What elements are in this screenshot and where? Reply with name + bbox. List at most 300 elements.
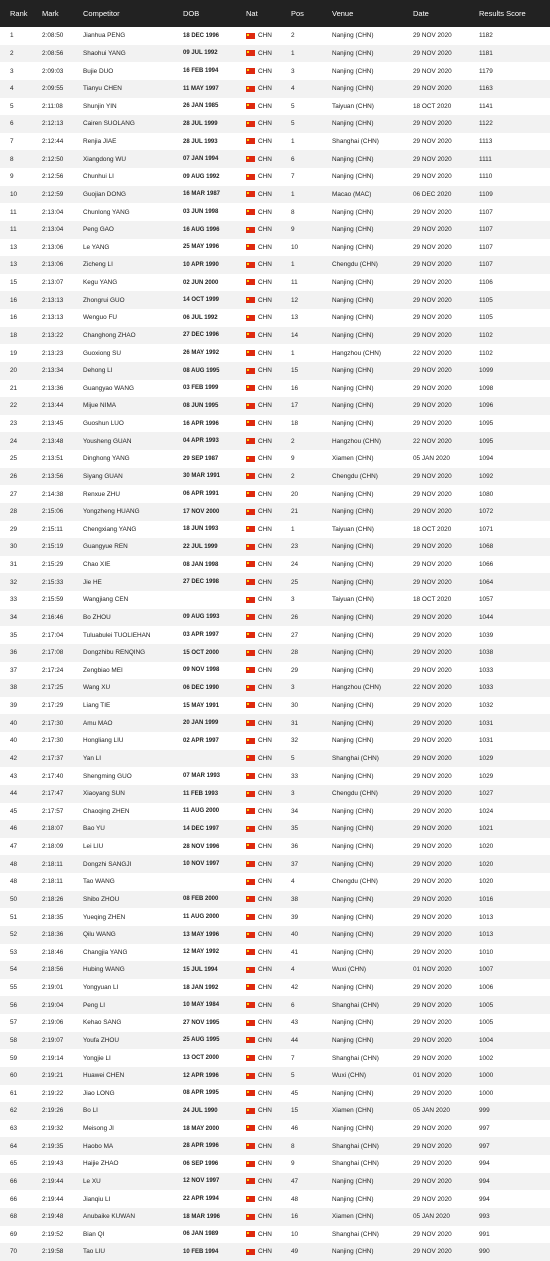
cell-competitor[interactable]: Hubing WANG xyxy=(83,966,125,974)
cell-rank: 56 xyxy=(10,1001,18,1009)
table-row[interactable] xyxy=(0,256,550,274)
cell-venue: Taiyuan (CHN) xyxy=(332,102,374,110)
cell-dob: 16 MAR 1987 xyxy=(183,191,221,198)
cell-competitor[interactable]: Mijue NIMA xyxy=(83,402,117,410)
cell-competitor[interactable]: Anubaike KUWAN xyxy=(83,1213,135,1221)
cell-pos: 7 xyxy=(291,173,295,181)
china-flag-icon xyxy=(246,1055,255,1061)
table-row[interactable] xyxy=(0,98,550,116)
cell-rank: 1 xyxy=(10,32,14,40)
cell-venue: Nanjing (CHN) xyxy=(332,32,374,40)
cell-date: 29 NOV 2020 xyxy=(413,719,452,727)
cell-competitor[interactable]: Guoshun LUO xyxy=(83,420,124,428)
cell-results-score: 994 xyxy=(479,1160,490,1168)
cell-nat xyxy=(246,150,291,168)
cell-rank: 9 xyxy=(10,173,14,181)
table-row[interactable] xyxy=(0,1049,550,1067)
cell-nat xyxy=(246,362,291,380)
table-row[interactable] xyxy=(0,115,550,133)
cell-dob: 28 NOV 1996 xyxy=(183,843,220,850)
table-header xyxy=(0,0,550,27)
table-row[interactable] xyxy=(0,1137,550,1155)
table-row[interactable] xyxy=(0,415,550,433)
cell-competitor[interactable]: Huawei CHEN xyxy=(83,1072,125,1080)
cell-results-score: 1064 xyxy=(479,578,494,586)
cell-dob: 26 JAN 1985 xyxy=(183,103,219,110)
table-row[interactable] xyxy=(0,450,550,468)
cell-competitor[interactable]: Shengming GUO xyxy=(83,772,132,780)
table-row[interactable] xyxy=(0,1032,550,1050)
cell-competitor[interactable]: Chengxiang YANG xyxy=(83,525,137,533)
header-venue[interactable]: Venue xyxy=(332,9,354,18)
cell-rank: 70 xyxy=(10,1248,18,1256)
table-row[interactable] xyxy=(0,1243,550,1261)
cell-dob: 16 FEB 1994 xyxy=(183,68,219,75)
cell-competitor[interactable]: Renjia JIAE xyxy=(83,138,117,146)
cell-nat xyxy=(246,115,291,133)
header-mark[interactable]: Mark xyxy=(42,9,59,18)
cell-competitor[interactable]: Haijie ZHAO xyxy=(83,1160,119,1168)
table-row[interactable] xyxy=(0,1226,550,1244)
cell-results-score: 994 xyxy=(479,1195,490,1203)
cell-competitor[interactable]: Le YANG xyxy=(83,243,110,251)
cell-dob: 13 MAY 1996 xyxy=(183,931,220,938)
cell-dob: 15 JUL 1994 xyxy=(183,966,218,973)
cell-rank: 7 xyxy=(10,138,14,146)
table-row[interactable] xyxy=(0,785,550,803)
table-row[interactable] xyxy=(0,203,550,221)
cell-rank: 37 xyxy=(10,666,18,674)
china-flag-icon xyxy=(246,896,255,902)
table-row[interactable] xyxy=(0,168,550,186)
table-row[interactable] xyxy=(0,573,550,591)
cell-pos: 9 xyxy=(291,226,295,234)
china-flag-icon xyxy=(246,1196,255,1202)
header-pos[interactable]: Pos xyxy=(291,9,304,18)
china-flag-icon xyxy=(246,632,255,638)
cell-venue: Chengdu (CHN) xyxy=(332,878,378,886)
nat-code: CHN xyxy=(258,490,272,498)
table-row[interactable] xyxy=(0,767,550,785)
cell-dob: 14 OCT 1999 xyxy=(183,297,220,304)
cell-venue: Shanghai (CHN) xyxy=(332,754,379,762)
cell-venue: Nanjing (CHN) xyxy=(332,85,374,93)
table-row[interactable] xyxy=(0,503,550,521)
cell-results-score: 1027 xyxy=(479,790,494,798)
cell-venue: Nanjing (CHN) xyxy=(332,895,374,903)
table-row[interactable] xyxy=(0,679,550,697)
cell-competitor[interactable]: Shaohui YANG xyxy=(83,49,126,57)
cell-competitor[interactable]: Lei LIU xyxy=(83,843,104,851)
china-flag-icon xyxy=(246,579,255,585)
cell-competitor[interactable]: Tao LIU xyxy=(83,1248,106,1256)
cell-competitor[interactable]: Guoxiong SU xyxy=(83,349,122,357)
nat-code: CHN xyxy=(258,402,272,410)
cell-venue: Taiyuan (CHN) xyxy=(332,596,374,604)
cell-date: 18 OCT 2020 xyxy=(413,596,452,604)
cell-competitor[interactable]: Chaoqing ZHEN xyxy=(83,807,130,815)
table-row[interactable] xyxy=(0,644,550,662)
cell-competitor[interactable]: Youfa ZHOU xyxy=(83,1036,119,1044)
cell-competitor[interactable]: Kegu YANG xyxy=(83,279,118,287)
cell-venue: Wuxi (CHN) xyxy=(332,1072,366,1080)
cell-date: 29 NOV 2020 xyxy=(413,895,452,903)
china-flag-icon xyxy=(246,315,255,321)
table-row[interactable] xyxy=(0,274,550,292)
cell-pos: 5 xyxy=(291,754,295,762)
cell-venue: Nanjing (CHN) xyxy=(332,578,374,586)
table-row[interactable] xyxy=(0,380,550,398)
table-row[interactable] xyxy=(0,1173,550,1191)
cell-competitor[interactable]: Yan LI xyxy=(83,754,102,762)
cell-dob: 27 DEC 1996 xyxy=(183,332,220,339)
cell-competitor[interactable]: Meisong JI xyxy=(83,1125,114,1133)
cell-competitor[interactable]: Renxue ZHU xyxy=(83,490,120,498)
cell-dob: 08 APR 1995 xyxy=(183,1090,219,1097)
cell-competitor[interactable]: Zhongrui GUO xyxy=(83,296,125,304)
cell-competitor[interactable]: Jianqiu LI xyxy=(83,1195,111,1203)
cell-competitor[interactable]: Wangjiang CEN xyxy=(83,596,129,604)
table-row[interactable] xyxy=(0,1085,550,1103)
table-row[interactable] xyxy=(0,1014,550,1032)
cell-competitor[interactable]: Yongyuan LI xyxy=(83,984,119,992)
cell-pos: 9 xyxy=(291,1160,295,1168)
cell-competitor[interactable]: Dinghong YANG xyxy=(83,455,130,463)
table-row[interactable] xyxy=(0,1120,550,1138)
nat-code: CHN xyxy=(258,314,272,322)
cell-competitor[interactable]: Bo LI xyxy=(83,1107,98,1115)
table-row[interactable] xyxy=(0,891,550,909)
cell-nat xyxy=(246,1032,291,1050)
cell-competitor[interactable]: Siyang GUAN xyxy=(83,472,123,480)
cell-competitor[interactable]: Hongliang LIU xyxy=(83,737,124,745)
cell-results-score: 1095 xyxy=(479,420,494,428)
cell-venue: Nanjing (CHN) xyxy=(332,67,374,75)
table-row[interactable] xyxy=(0,979,550,997)
cell-nat xyxy=(246,1085,291,1103)
cell-venue: Nanjing (CHN) xyxy=(332,913,374,921)
cell-date: 22 NOV 2020 xyxy=(413,437,452,445)
cell-dob: 02 APR 1997 xyxy=(183,737,219,744)
table-row[interactable] xyxy=(0,432,550,450)
china-flag-icon xyxy=(246,332,255,338)
china-flag-icon xyxy=(246,1178,255,1184)
china-flag-icon xyxy=(246,50,255,56)
cell-pos: 8 xyxy=(291,1142,295,1150)
china-flag-icon xyxy=(246,121,255,127)
table-row[interactable] xyxy=(0,1208,550,1226)
table-row[interactable] xyxy=(0,362,550,380)
cell-results-score: 1068 xyxy=(479,543,494,551)
table-row[interactable] xyxy=(0,521,550,539)
header-dob[interactable]: DOB xyxy=(183,9,200,18)
cell-mark: 2:13:22 xyxy=(42,331,64,339)
cell-mark: 2:17:08 xyxy=(42,649,64,657)
table-row[interactable] xyxy=(0,186,550,204)
cell-mark: 2:18:11 xyxy=(42,878,63,886)
table-row[interactable] xyxy=(0,855,550,873)
cell-venue: Nanjing (CHN) xyxy=(332,807,374,815)
cell-competitor[interactable]: Dongzhi SANGJI xyxy=(83,860,132,868)
china-flag-icon xyxy=(246,279,255,285)
cell-competitor[interactable]: Tuluabulei TUOLIEHAN xyxy=(83,631,151,639)
cell-competitor[interactable]: Kehao SANG xyxy=(83,1019,122,1027)
table-row[interactable] xyxy=(0,820,550,838)
cell-nat xyxy=(246,186,291,204)
cell-dob: 06 SEP 1996 xyxy=(183,1160,219,1167)
cell-competitor[interactable]: Qilu WANG xyxy=(83,931,116,939)
table-row[interactable] xyxy=(0,485,550,503)
cell-mark: 2:13:07 xyxy=(42,279,64,287)
nat-code: CHN xyxy=(258,807,272,815)
table-row[interactable] xyxy=(0,1190,550,1208)
cell-pos: 6 xyxy=(291,155,295,163)
cell-competitor[interactable]: Tianyu CHEN xyxy=(83,85,122,93)
cell-date: 29 NOV 2020 xyxy=(413,561,452,569)
table-row[interactable] xyxy=(0,1067,550,1085)
cell-competitor[interactable]: Le XU xyxy=(83,1177,101,1185)
cell-nat xyxy=(246,397,291,415)
cell-competitor[interactable]: Bujie DUO xyxy=(83,67,114,75)
cell-competitor[interactable]: Wenguo FU xyxy=(83,314,117,322)
cell-mark: 2:12:50 xyxy=(42,155,64,163)
cell-pos: 17 xyxy=(291,402,299,410)
cell-venue: Nanjing (CHN) xyxy=(332,173,374,181)
cell-results-score: 1029 xyxy=(479,754,494,762)
header-nat[interactable]: Nat xyxy=(246,9,258,18)
cell-competitor[interactable]: Jie HE xyxy=(83,578,102,586)
cell-venue: Nanjing (CHN) xyxy=(332,613,374,621)
cell-nat xyxy=(246,803,291,821)
cell-venue: Hangzhou (CHN) xyxy=(332,349,382,357)
cell-pos: 45 xyxy=(291,1089,299,1097)
cell-competitor[interactable]: Xiaoyang SUN xyxy=(83,790,125,798)
cell-date: 29 NOV 2020 xyxy=(413,613,452,621)
cell-rank: 44 xyxy=(10,790,18,798)
cell-competitor[interactable]: Cairen SUOLANG xyxy=(83,120,135,128)
cell-results-score: 1013 xyxy=(479,931,494,939)
cell-dob: 18 JUN 1993 xyxy=(183,526,219,533)
table-row[interactable] xyxy=(0,221,550,239)
cell-mark: 2:12:59 xyxy=(42,190,64,198)
cell-date: 29 NOV 2020 xyxy=(413,913,452,921)
table-row[interactable] xyxy=(0,62,550,80)
cell-rank: 64 xyxy=(10,1142,18,1150)
cell-venue: Nanjing (CHN) xyxy=(332,314,374,322)
cell-competitor[interactable]: Chunlong YANG xyxy=(83,208,130,216)
cell-dob: 28 JUL 1993 xyxy=(183,138,218,145)
table-row[interactable] xyxy=(0,239,550,257)
table-row[interactable] xyxy=(0,714,550,732)
header-competitor[interactable]: Competitor xyxy=(83,9,120,18)
cell-rank: 30 xyxy=(10,543,18,551)
cell-competitor[interactable]: Yongjie LI xyxy=(83,1054,111,1062)
china-flag-icon xyxy=(246,949,255,955)
table-row[interactable] xyxy=(0,732,550,750)
cell-mark: 2:18:36 xyxy=(42,931,64,939)
table-row[interactable] xyxy=(0,309,550,327)
table-row[interactable] xyxy=(0,1102,550,1120)
cell-competitor[interactable]: Yueqing ZHEN xyxy=(83,913,126,921)
cell-mark: 2:17:40 xyxy=(42,772,64,780)
cell-dob: 04 APR 1993 xyxy=(183,438,219,445)
cell-nat xyxy=(246,468,291,486)
cell-competitor[interactable]: Guangyao WANG xyxy=(83,384,134,392)
cell-results-score: 1094 xyxy=(479,455,494,463)
cell-competitor[interactable]: Jianhua PENG xyxy=(83,32,126,40)
cell-mark: 2:19:32 xyxy=(42,1125,64,1133)
cell-date: 29 NOV 2020 xyxy=(413,472,452,480)
cell-date: 29 NOV 2020 xyxy=(413,948,452,956)
cell-competitor[interactable]: Changhong ZHAO xyxy=(83,331,136,339)
table-row[interactable] xyxy=(0,626,550,644)
cell-rank: 11 xyxy=(10,208,17,216)
header-date[interactable]: Date xyxy=(413,9,429,18)
table-row[interactable] xyxy=(0,944,550,962)
cell-competitor[interactable]: Amu MAO xyxy=(83,719,113,727)
cell-nat xyxy=(246,450,291,468)
cell-dob: 29 SEP 1987 xyxy=(183,455,219,462)
table-row[interactable] xyxy=(0,838,550,856)
nat-code: CHN xyxy=(258,367,272,375)
table-row[interactable] xyxy=(0,908,550,926)
cell-date: 29 NOV 2020 xyxy=(413,860,452,868)
cell-competitor[interactable]: Dongzhibu RENQING xyxy=(83,649,146,657)
cell-competitor[interactable]: Wang XU xyxy=(83,684,111,692)
cell-competitor[interactable]: Yongzheng HUANG xyxy=(83,508,140,516)
cell-venue: Hangzhou (CHN) xyxy=(332,437,382,445)
cell-nat xyxy=(246,626,291,644)
cell-rank: 42 xyxy=(10,754,18,762)
nat-code: CHN xyxy=(258,85,272,93)
table-row[interactable] xyxy=(0,133,550,151)
table-row[interactable] xyxy=(0,750,550,768)
cell-dob: 28 APR 1996 xyxy=(183,1143,219,1150)
table-row[interactable] xyxy=(0,327,550,345)
cell-mark: 2:16:46 xyxy=(42,613,64,621)
cell-competitor[interactable]: Yousheng GUAN xyxy=(83,437,132,445)
cell-mark: 2:17:47 xyxy=(42,790,64,798)
table-row[interactable] xyxy=(0,468,550,486)
cell-competitor[interactable]: Guangyue REN xyxy=(83,543,128,551)
cell-rank: 36 xyxy=(10,649,18,657)
cell-competitor[interactable]: Liang TIE xyxy=(83,702,111,710)
nat-code: CHN xyxy=(258,1213,272,1221)
cell-competitor[interactable]: Bao YU xyxy=(83,825,105,833)
cell-dob: 08 AUG 1995 xyxy=(183,367,220,374)
cell-competitor[interactable]: Changjia YANG xyxy=(83,948,128,956)
cell-competitor[interactable]: Dehong LI xyxy=(83,367,113,375)
table-row[interactable] xyxy=(0,556,550,574)
cell-rank: 33 xyxy=(10,596,18,604)
cell-results-score: 1029 xyxy=(479,772,494,780)
table-row[interactable] xyxy=(0,27,550,45)
cell-dob: 03 JUN 1998 xyxy=(183,209,219,216)
cell-rank: 59 xyxy=(10,1054,18,1062)
table-row[interactable] xyxy=(0,591,550,609)
table-row[interactable] xyxy=(0,538,550,556)
cell-dob: 11 FEB 1993 xyxy=(183,790,219,797)
china-flag-icon xyxy=(246,174,255,180)
table-row[interactable] xyxy=(0,291,550,309)
cell-dob: 18 MAY 2000 xyxy=(183,1125,220,1132)
cell-results-score: 1005 xyxy=(479,1001,494,1009)
cell-date: 29 NOV 2020 xyxy=(413,825,452,833)
cell-results-score: 1182 xyxy=(479,32,493,40)
nat-code: CHN xyxy=(258,1019,272,1027)
table-row[interactable] xyxy=(0,80,550,98)
cell-venue: Nanjing (CHN) xyxy=(332,772,374,780)
nat-code: CHN xyxy=(258,279,272,287)
nat-code: CHN xyxy=(258,702,272,710)
table-row[interactable] xyxy=(0,662,550,680)
cell-mark: 2:19:07 xyxy=(42,1036,64,1044)
cell-competitor[interactable]: Tao WANG xyxy=(83,878,115,886)
cell-competitor[interactable]: Jiao LONG xyxy=(83,1089,115,1097)
table-row[interactable] xyxy=(0,961,550,979)
nat-code: CHN xyxy=(258,613,272,621)
cell-nat xyxy=(246,1102,291,1120)
cell-competitor[interactable]: Chao XIE xyxy=(83,561,111,569)
cell-results-score: 997 xyxy=(479,1125,490,1133)
cell-competitor[interactable]: Zicheng LI xyxy=(83,261,113,269)
cell-mark: 2:19:22 xyxy=(42,1089,64,1097)
cell-competitor[interactable]: Bian QI xyxy=(83,1230,105,1238)
cell-dob: 15 OCT 2000 xyxy=(183,649,220,656)
cell-competitor[interactable]: Shibo ZHOU xyxy=(83,895,120,903)
header-results-score[interactable]: Results Score xyxy=(479,9,526,18)
header-rank[interactable]: Rank xyxy=(10,9,28,18)
cell-rank: 10 xyxy=(10,190,18,198)
cell-nat xyxy=(246,1243,291,1261)
cell-mark: 2:13:06 xyxy=(42,243,64,251)
cell-competitor[interactable]: Peng GAO xyxy=(83,226,114,234)
table-row[interactable] xyxy=(0,150,550,168)
cell-nat xyxy=(246,662,291,680)
cell-mark: 2:17:29 xyxy=(42,702,64,710)
nat-code: CHN xyxy=(258,472,272,480)
table-row[interactable] xyxy=(0,397,550,415)
cell-date: 29 NOV 2020 xyxy=(413,1125,452,1133)
cell-competitor[interactable]: Bo ZHOU xyxy=(83,613,111,621)
table-row[interactable] xyxy=(0,996,550,1014)
china-flag-icon xyxy=(246,755,255,761)
cell-dob: 03 FEB 1999 xyxy=(183,385,219,392)
cell-rank: 16 xyxy=(10,314,18,322)
cell-competitor[interactable]: Peng LI xyxy=(83,1001,106,1009)
table-row[interactable] xyxy=(0,344,550,362)
cell-mark: 2:09:55 xyxy=(42,85,64,93)
cell-pos: 34 xyxy=(291,807,299,815)
table-row[interactable] xyxy=(0,697,550,715)
table-row[interactable] xyxy=(0,609,550,627)
table-row[interactable] xyxy=(0,45,550,63)
china-flag-icon xyxy=(246,1090,255,1096)
cell-venue: Shanghai (CHN) xyxy=(332,1230,379,1238)
cell-competitor[interactable]: Zengbiao MEI xyxy=(83,666,123,674)
table-row[interactable] xyxy=(0,873,550,891)
cell-competitor[interactable]: Guojian DONG xyxy=(83,190,126,198)
cell-competitor[interactable]: Haobo MA xyxy=(83,1142,114,1150)
cell-mark: 2:14:38 xyxy=(42,490,64,498)
table-row[interactable] xyxy=(0,803,550,821)
cell-mark: 2:19:01 xyxy=(42,984,64,992)
cell-competitor[interactable]: Chunhui LI xyxy=(83,173,114,181)
cell-competitor[interactable]: Shunjin YIN xyxy=(83,102,117,110)
table-row[interactable] xyxy=(0,926,550,944)
table-row[interactable] xyxy=(0,1155,550,1173)
cell-competitor[interactable]: Xiangdong WU xyxy=(83,155,126,163)
